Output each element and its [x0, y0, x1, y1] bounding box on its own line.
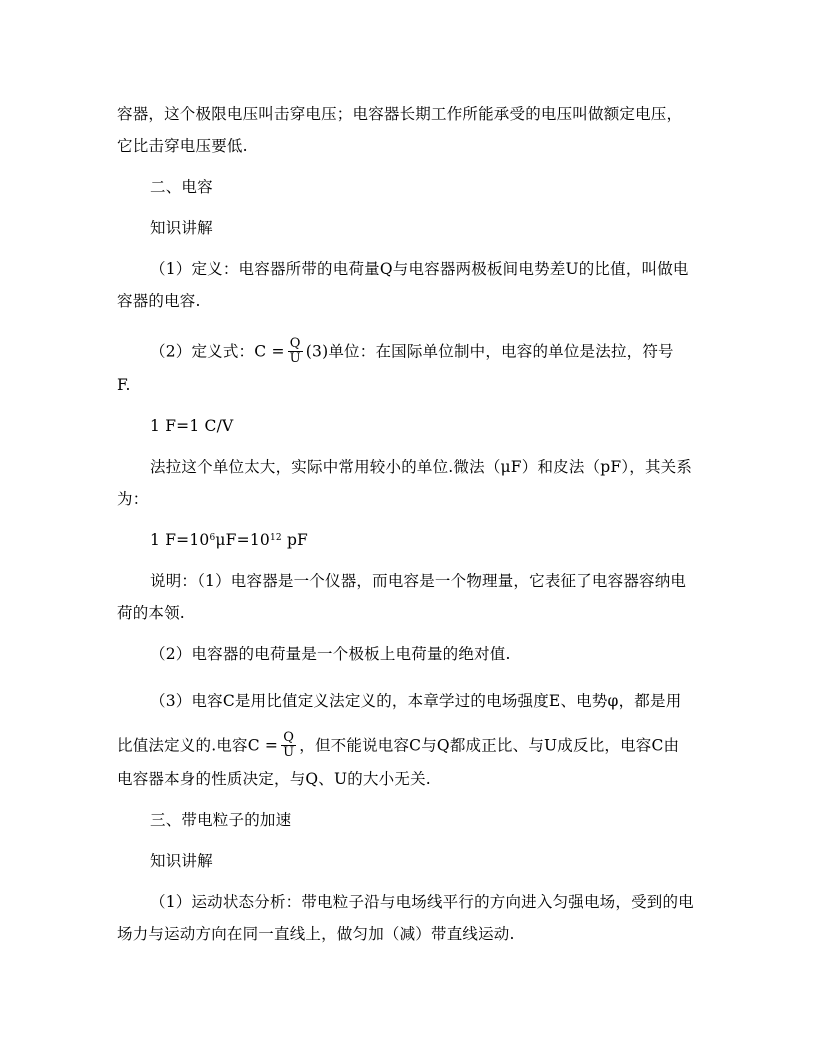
paragraph-line: 荷的本领. [117, 604, 185, 622]
formula-prefix: 比值法定义的.电容C = [117, 736, 279, 755]
paragraph-line: （1）运动状态分析：带电粒子沿与电场线平行的方向进入匀强电场，受到的电 [150, 893, 694, 911]
subheading: 知识讲解 [150, 219, 213, 237]
subheading: 知识讲解 [150, 852, 213, 870]
formula-line [150, 338, 674, 367]
paragraph-line: 说明：（1）电容器是一个仪器，而电容是一个物理量，它表征了电容器容纳电 [150, 572, 687, 590]
formula-prefix: （2）定义式：C = [150, 342, 285, 361]
paragraph-line: 电容器本身的性质决定，与Q、U的大小无关. [117, 770, 431, 788]
paragraph-line: （1）定义：电容器所带的电荷量Q与电容器两极板间电势差U的比值，叫做电 [150, 260, 689, 278]
paragraph-line: 它比击穿电压要低. [117, 137, 248, 155]
fraction-numerator: Q [281, 731, 296, 746]
section-heading: 二、电容 [150, 178, 213, 196]
exponent: 12 [269, 533, 282, 543]
formula-suffix: (3)单位：在国际单位制中，电容的单位是法拉，符号 [305, 342, 674, 361]
equation-part: pF [281, 531, 309, 549]
fraction-denominator: U [283, 745, 295, 760]
paragraph-line: （3）电容C是用比值定义法定义的，本章学过的电场强度E、电势φ，都是用 [150, 692, 682, 710]
paragraph-line: F. [117, 376, 131, 394]
capacitance-fraction [288, 337, 303, 366]
equation-part: 1 F=10 [150, 531, 210, 549]
paragraph-line: 场力与运动方向在同一直线上，做匀加（减）带直线运动. [117, 925, 515, 943]
equation-part: μF=10 [215, 531, 270, 549]
equation-line [150, 530, 308, 550]
capacitance-fraction [281, 731, 296, 760]
formula-line [117, 732, 679, 761]
paragraph-line: 容器的电容. [117, 292, 201, 310]
fraction-numerator: Q [288, 337, 303, 352]
section-heading: 三、带电粒子的加速 [150, 811, 292, 829]
paragraph-line: 容器，这个极限电压叫击穿电压；电容器长期工作所能承受的电压叫做额定电压， [117, 105, 683, 123]
paragraph-line: 为： [117, 490, 149, 508]
fraction-denominator: U [289, 351, 301, 366]
paragraph-line: 法拉这个单位太大，实际中常用较小的单位.微法（μF）和皮法（pF），其关系 [150, 458, 693, 476]
paragraph-line: （2）电容器的电荷量是一个极板上电荷量的绝对值. [150, 645, 511, 663]
equation-line: 1 F=1 C/V [150, 417, 234, 435]
exponent: 6 [209, 533, 216, 543]
formula-suffix: ，但不能说电容C与Q都成正比、与U成反比，电容C由 [299, 736, 680, 755]
